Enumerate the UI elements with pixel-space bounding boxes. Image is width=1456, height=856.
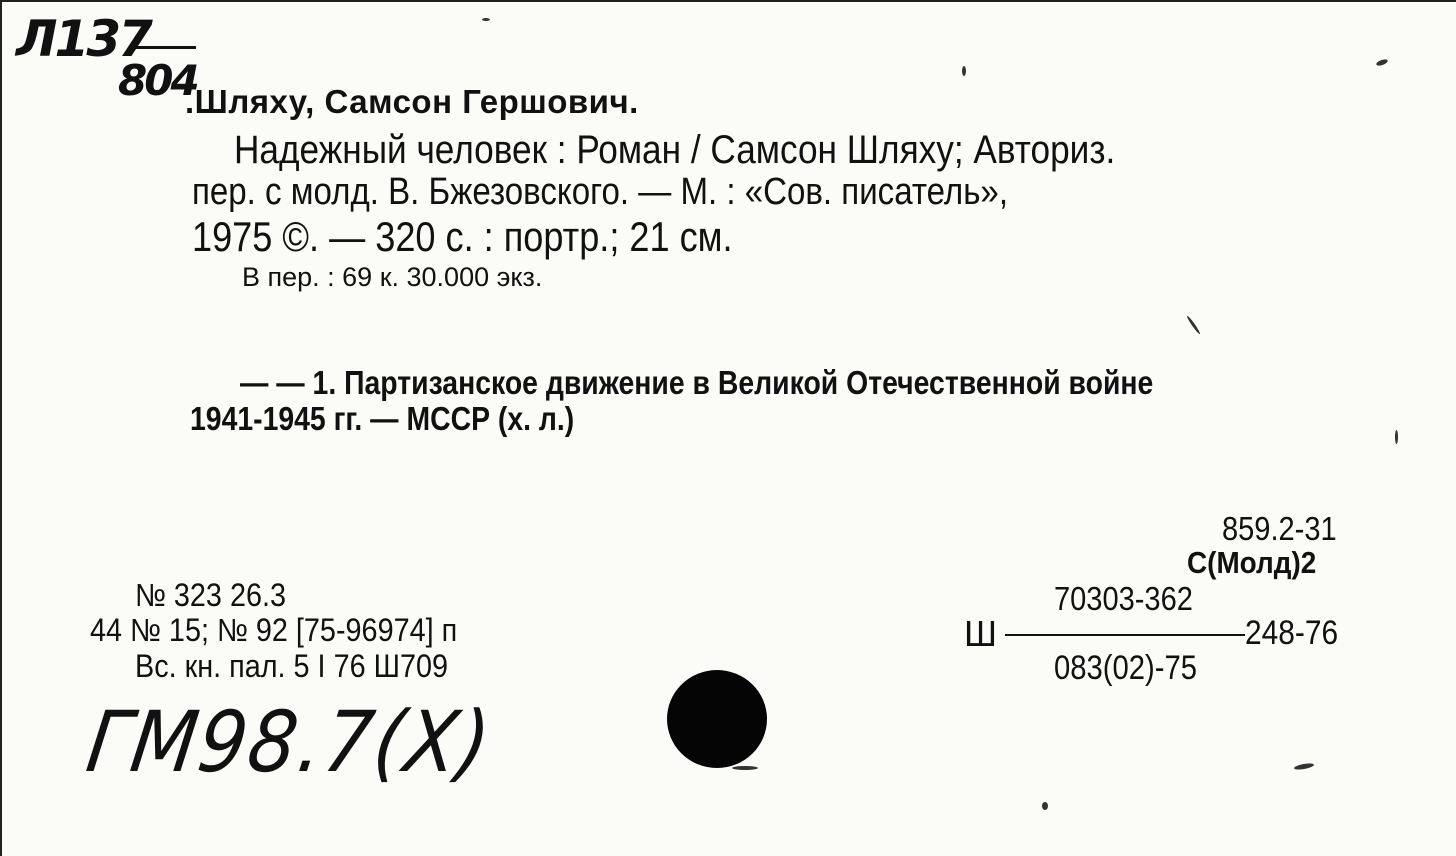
scan-speck [1294, 762, 1315, 770]
scan-speck [1186, 315, 1201, 335]
author-heading: .Шляху, Самсон Гершович. [185, 83, 639, 120]
punch-hole [667, 670, 767, 768]
class-right: 248-76 [1245, 614, 1339, 652]
classification-fraction-line [1005, 634, 1245, 636]
imprint-line-1: № 323 26.3 [135, 577, 287, 613]
title-line-2: пер. с молд. В. Бжезовского. — М. : «Сов. писатель», [192, 171, 1009, 213]
title-line-3: 1975 ©. — 320 с. : портр.; 21 см. [192, 213, 733, 260]
scan-speck [482, 18, 490, 21]
handwritten-sub-number: 804 [118, 56, 197, 105]
scan-speck [1376, 58, 1389, 67]
class-bottom: 083(02)-75 [1054, 649, 1198, 687]
scan-speck [1395, 430, 1398, 444]
class-code-1: 859.2-31 [1222, 510, 1337, 547]
price-line: В пер. : 69 к. 30.000 экз. [242, 262, 543, 292]
class-code-2: С(Молд)2 [1187, 545, 1317, 580]
subject-line-1: — — 1. Партизанское движение в Великой Отечественной войне [240, 364, 1154, 401]
handwritten-call-number: Л137 [16, 10, 150, 68]
scan-speck [962, 66, 966, 76]
subject-line-2: 1941-1945 гг. — МССР (х. л.) [190, 400, 575, 437]
imprint-line-3: Вс. кн. пал. 5 I 76 Ш709 [135, 648, 449, 684]
class-top: 70303-362 [1054, 580, 1193, 617]
title-line-1: Надежный человек : Роман / Самсон Шляху; Авториз. [234, 128, 1116, 172]
scan-speck [1042, 802, 1048, 810]
imprint-line-2: 44 № 15; № 92 [75-96974] п [90, 612, 458, 648]
class-left: Ш [964, 613, 997, 654]
handwritten-shelfmark: ГМ98.7(Х) [81, 693, 498, 791]
scan-speck [732, 766, 758, 770]
handwritten-underline [134, 46, 196, 49]
